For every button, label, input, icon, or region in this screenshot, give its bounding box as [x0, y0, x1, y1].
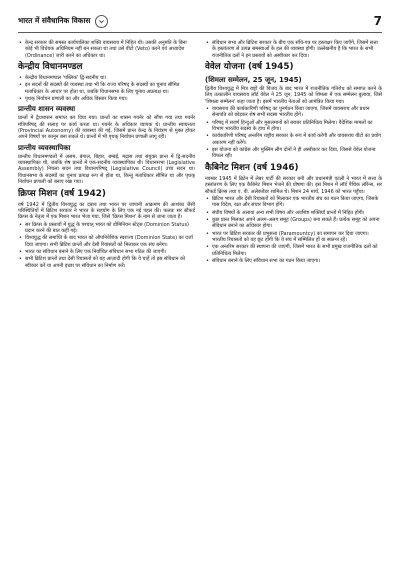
provincial-legislature-heading: प्रान्तीय व्यवस्थापिका: [18, 143, 71, 152]
cripps-heading: क्रिप्स मिशन (वर्ष 1942): [18, 188, 106, 199]
left-column: [18, 40, 195, 270]
cripps-bullet: • सभी ब्रिटिश प्रान्तों तथा देसी रियासतों को यह आज़ादी होगी कि वे चाहें तो इस संविधान को स्वीकार करें या अपनी इच्छा पर संविधान का निर्माण करें।: [18, 256, 195, 269]
cabinet-bullet: • संघीय विषयों के अलावा अन्य सभी विषय और अवशिष्ट शक्तियाँ प्रान्तों में निहित होंगी।: [205, 210, 382, 216]
page-header: [18, 10, 382, 33]
central-legislature-bullet: • केन्द्रीय विधानमण्डल 'पब्लिक' द्वि-सदनीय था।: [18, 75, 195, 81]
provincial-admin-heading: प्रान्तीय शासन व्यवस्था: [18, 105, 76, 114]
cripps-text: वर्ष 1942 में द्वितीय विश्वयुद्ध का दबाव तथा भारत पर जापानी आक्रमण की आशंका जैसी परिस्थितियों में ब्रिटिश सरकार ने भारत के सहयोग के लिए एक नई पहल की। फलतः सर स्टैफर्ड क्रिप्स के नेतृत्व में एक मिशन भारत भेजा गया, जिसे 'क्रिप्स मिशन' के नाम से जाना जाता है।: [18, 201, 195, 221]
header-left: [18, 15, 108, 28]
page-number: 7: [373, 14, 382, 28]
cripps-bullet: • सर क्रिप्स के प्रस्तावों में युद्ध के पश्चात् भारत को डोमिनियन स्टेट्स (Dominion Status) प्रदान करने की बात कही गई।: [18, 222, 195, 235]
wavell-bullet: • कार्यकारिणी परिषद् अन्तरिम राष्ट्रीय सरकार के रूप में कार्य करेगी और वायसराय वीटो का प्रयोग अकारण नहीं करेंगे।: [205, 133, 382, 146]
cabinet-text: नवम्बर 1945 में ब्रिटेन में लेबर पार्टी की सरकार बनी और प्रधानमंत्री एटली ने भारत में सत्ता के हस्तांतरण के लिए एक कैबिनेट मिशन भेजने की घोषणा की। इस मिशन में लॉर्ड पैथिक लॉरेन्स, सर स्टैफर्ड क्रिप्स तथा ए. वी. अलेक्जेंडर शामिल थे। मिशन 24 मार्च, 1946 को भारत पहुँचा।: [205, 175, 382, 195]
chevron-down-icon: [95, 15, 108, 28]
provincial-admin-text: प्रान्तों में द्वैधशासन समाप्त कर दिया गया। प्रान्तों का शासन गवर्नर को सौंपा गया तथा गवर्नर मंत्रिपरिषद् की सलाह पर कार्य करता था। गवर्नर के अधिकार व्यापक थे। प्रान्तीय स्वायत्तता (Provincial Autonomy) की व्यवस्था की गई, जिसमें प्रान्त केन्द्र के नियंत्रण से मुक्त होकर अपने विषयों पर कानून बना सकते थे। प्रान्तों में भी पृथक् निर्वाचन प्रणाली लागू रही।: [18, 115, 195, 141]
wavell-heading: वेवेल योजना (वर्ष 1945): [205, 62, 294, 73]
cripps-bullet: • भारत का संविधान बनाने के लिए एक निर्वाचित संविधान सभा गठित की जाएगी।: [18, 249, 195, 255]
cripps-bullet: • विश्वयुद्ध की समाप्ति के बाद भारत को औपनिवेशिक स्वराज्य (Dominion State) का दर्जा दिया जाएगा। सभी ब्रिटिश प्रान्तों और देसी रियासतों को मिलाकर एक संघ बनेगा।: [18, 235, 195, 248]
right-intro-bullet: • संविधान सभा और ब्रिटिश सरकार के बीच एक संधि-पत्र पर हस्ताक्षर किए जाएँगे, जिसमें सत्ता के हस्तांतरण से उत्पन्न समस्याओं के हल की व्यवस्था होगी। उल्लेखनीय है कि भारत के सभी राजनीतिक दलों ने इन प्रस्तावों को अस्वीकार कर दिया।: [205, 40, 382, 59]
cabinet-heading: कैबिनेट मिशन (वर्ष 1946): [205, 162, 299, 173]
wavell-bullet: • वायसराय की कार्यकारिणी परिषद् का पुनर्गठन किया जाएगा, जिसमें वायसराय और प्रधान सेनापति को छोड़कर शेष सभी सदस्य भारतीय होंगे।: [205, 106, 382, 119]
wavell-text: द्वितीय विश्वयुद्ध में मित्र राष्ट्रों की विजय के बाद भारत में राजनीतिक गतिरोध को समाप्त करने के लिए तत्कालीन वायसराय लॉर्ड वेवेल ने 25 जून, 1945 को शिमला में एक सम्मेलन बुलाया, जिसे 'शिमला सम्मेलन' कहा जाता है। इसमें भारतीय नेताओं को आमंत्रित किया गया।: [205, 86, 382, 105]
provincial-legislature-text: प्रान्तीय विधानमण्डलों में असम, बंगाल, बिहार, बम्बई, मद्रास तथा संयुक्त प्रान्त में द्वि-सदनीय व्यवस्थापिका थी, जबकि शेष प्रान्तों में एक-सदनीय व्यवस्थापिका थी। विधानसभा (Legislative Assembly) निचला सदन तथा विधानपरिषद् (Legislative Council) उच्च सदन था। विधानसभा के सदस्यों का चुनाव प्रत्यक्ष रूप से होता था, किन्तु मताधिकार सीमित था और पृथक् निर्वाचन प्रणाली को बनाए रखा गया।: [18, 153, 195, 186]
wavell-bullet: • परिषद् में सवर्ण हिन्दुओं और मुसलमानों को बराबर प्रतिनिधित्व मिलेगा। वैदेशिक मामलों का विभाग भारतीय सदस्य के हाथ में होगा।: [205, 120, 382, 133]
cabinet-bullet: • एक अन्तरिम सरकार की स्थापना की जाएगी, जिसमें भारत के सभी प्रमुख राजनीतिक दलों को प्रतिनिधित्व मिलेगा।: [205, 244, 382, 257]
document-page: [0, 10, 400, 576]
cabinet-bullet: • कुछ प्रान्त मिलकर अपने अलग-अलग समूह (Groups) बना सकते हैं। प्रत्येक समूह को अपना संविधान बनाने का अधिकार होगा।: [205, 217, 382, 230]
central-legislature-bullet: • इन सदनों की सदस्यों की व्यवस्था तथा भी कि राज्य परिषद् के सदस्यों का चुनाव सीमित मताधिकार के आधार पर होता था, जबकि विधानसभा के लिए चुनाव अप्रत्यक्ष था।: [18, 82, 195, 95]
body-columns: [18, 40, 382, 270]
right-column: [205, 40, 382, 270]
left-intro-bullet: • केन्द्र सरकार की समस्त कार्यपालिका शक्ति वायसराय में निहित थी। उसकी अनुमति के बिना कोई भी विधेयक अधिनियम नहीं बन सकता था तथा उसे वीटो (Veto) करने एवं अध्यादेश (Ordinance) जारी करने का अधिकार था।: [18, 40, 195, 59]
cabinet-bullet: • ब्रिटिश भारत और देसी रियासतों को मिलाकर एक भारतीय संघ का गठन किया जाएगा, जिसके पास विदेश, रक्षा और संचार विभाग होंगे।: [205, 196, 382, 209]
central-legislature-bullet: • पृथक् निर्वाचन प्रणाली का और अधिक विस्तार किया गया।: [18, 96, 195, 102]
central-legislature-heading: केन्द्रीय विधानमण्डल: [18, 62, 83, 73]
cabinet-bullet: • संविधान बनाने के लिए संविधान सभा का गठन किया जाएगा।: [205, 258, 382, 264]
wavell-bullet: • इस योजना को कांग्रेस और मुस्लिम लीग दोनों ने ही अस्वीकार कर दिया, जिससे वेवेल योजना विफल रही।: [205, 147, 382, 160]
cabinet-bullet: • भारत पर ब्रिटिश सरकार की प्रभुसत्ता (Paramountcy) का समापन कर दिया जाएगा। भारतीय रियासतों को यह छूट होगी कि वे संघ में सम्मिलित हों या स्वतन्त्र रहें।: [205, 231, 382, 244]
running-title: भारत में संवैधानिक विकास: [18, 16, 91, 25]
wavell-subheading: (शिमला सम्मेलन, 25 जून, 1945): [205, 76, 302, 85]
